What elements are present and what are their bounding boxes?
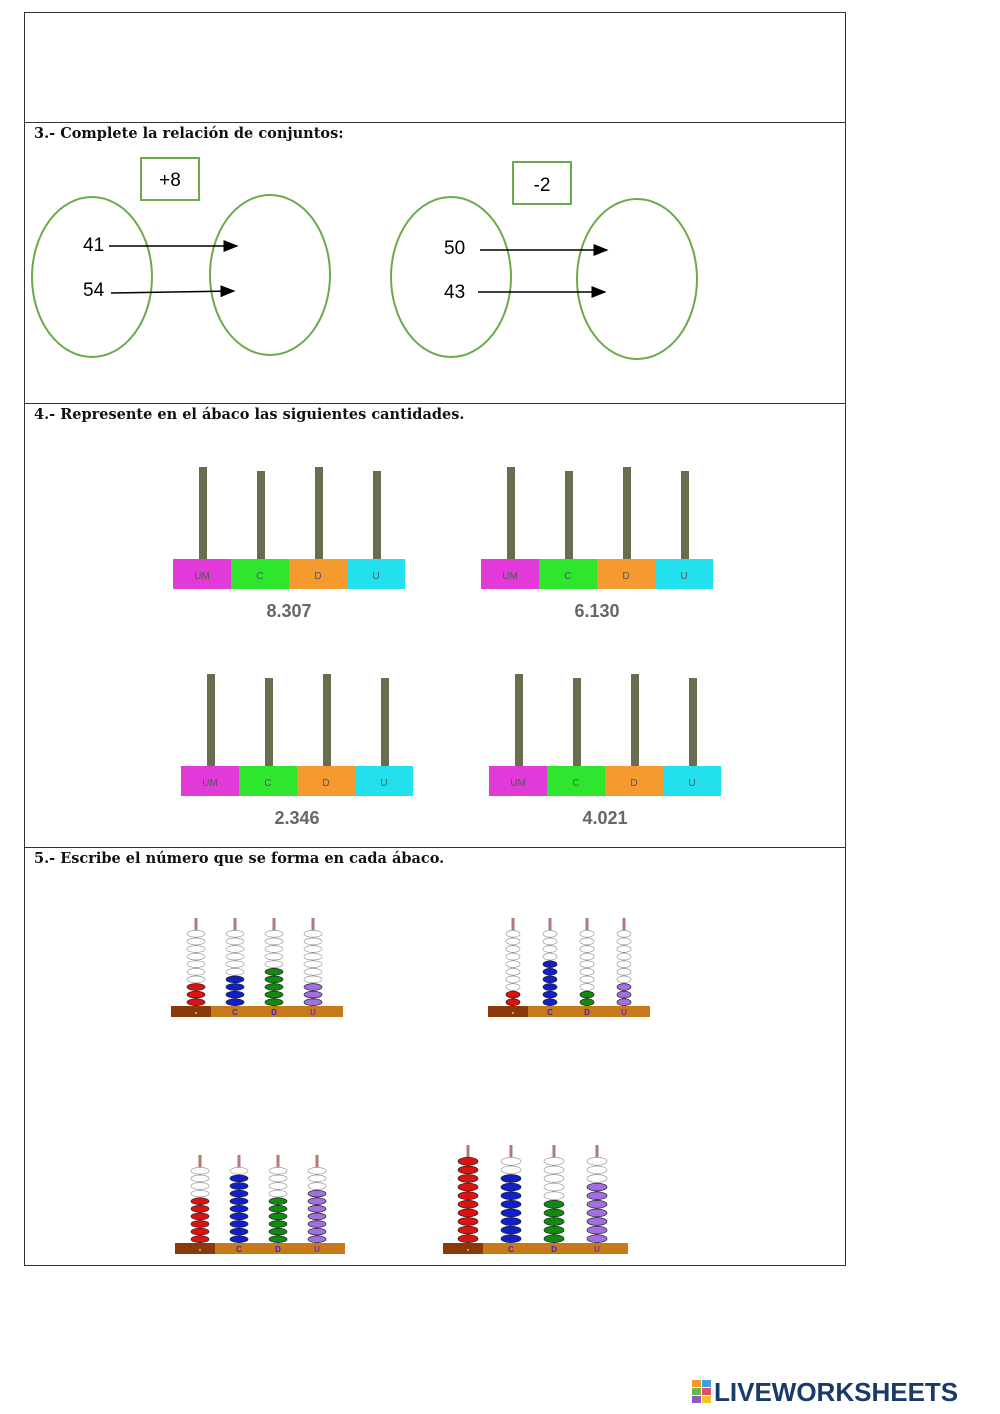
abacus-rod bbox=[323, 674, 331, 768]
empty-bead bbox=[501, 1157, 521, 1165]
bead bbox=[230, 1198, 248, 1205]
bead bbox=[191, 1198, 209, 1205]
empty-bead bbox=[543, 953, 557, 960]
target-number: 8.307 bbox=[266, 601, 312, 621]
empty-bead bbox=[580, 968, 594, 975]
question-3-section bbox=[25, 122, 845, 404]
bead bbox=[191, 1205, 209, 1212]
bead bbox=[617, 984, 631, 991]
bead bbox=[191, 1228, 209, 1235]
bead bbox=[580, 991, 594, 998]
empty-bead bbox=[269, 1183, 287, 1190]
bead bbox=[226, 991, 244, 998]
bead bbox=[544, 1235, 564, 1243]
operator-1: +8 bbox=[159, 170, 181, 191]
empty-bead bbox=[187, 930, 205, 937]
bead bbox=[501, 1226, 521, 1234]
empty-bead bbox=[506, 984, 520, 991]
place-value-label: U bbox=[594, 1245, 600, 1254]
bead bbox=[304, 991, 322, 998]
empty-bead bbox=[226, 938, 244, 945]
empty-bead bbox=[506, 938, 520, 945]
place-value-label: - bbox=[198, 1245, 202, 1254]
bead bbox=[458, 1200, 478, 1208]
bead bbox=[458, 1226, 478, 1234]
bead bbox=[226, 976, 244, 983]
empty-bead bbox=[506, 968, 520, 975]
bead bbox=[458, 1218, 478, 1226]
question-5-section bbox=[25, 847, 845, 1267]
bead bbox=[506, 999, 520, 1006]
bead bbox=[544, 1200, 564, 1208]
empty-bead bbox=[506, 930, 520, 937]
bead bbox=[230, 1236, 248, 1243]
bead bbox=[501, 1200, 521, 1208]
empty-bead bbox=[544, 1166, 564, 1174]
bead bbox=[230, 1183, 248, 1190]
empty-bead bbox=[304, 961, 322, 968]
bead bbox=[587, 1200, 607, 1208]
empty-bead bbox=[269, 1167, 287, 1174]
abacus-base-end bbox=[488, 1006, 528, 1017]
empty-bead bbox=[544, 1175, 564, 1183]
empty-bead bbox=[187, 938, 205, 945]
bead bbox=[230, 1221, 248, 1228]
bead bbox=[543, 976, 557, 983]
empty-bead bbox=[191, 1167, 209, 1174]
empty-bead bbox=[617, 938, 631, 945]
bead bbox=[308, 1205, 326, 1212]
bead bbox=[587, 1226, 607, 1234]
bead bbox=[587, 1183, 607, 1191]
place-value-label: C bbox=[236, 1245, 242, 1254]
liveworksheets-logo bbox=[690, 1374, 990, 1406]
empty-bead bbox=[506, 953, 520, 960]
bead bbox=[543, 961, 557, 968]
place-value-label: C bbox=[572, 778, 580, 789]
place-value-label: U bbox=[380, 778, 388, 789]
bead-abacus bbox=[488, 918, 650, 1017]
empty-bead bbox=[304, 938, 322, 945]
empty-bead bbox=[226, 953, 244, 960]
empty-bead bbox=[187, 953, 205, 960]
bead bbox=[269, 1205, 287, 1212]
target-number: 2.346 bbox=[274, 808, 320, 828]
blank-section bbox=[25, 13, 845, 123]
place-value-label: C bbox=[232, 1008, 238, 1017]
place-value-label: U bbox=[372, 571, 380, 582]
bead bbox=[187, 991, 205, 998]
bead bbox=[501, 1209, 521, 1217]
bead bbox=[543, 991, 557, 998]
bead bbox=[458, 1157, 478, 1165]
bead bbox=[191, 1221, 209, 1228]
bead bbox=[501, 1192, 521, 1200]
bead bbox=[544, 1209, 564, 1217]
bead bbox=[544, 1226, 564, 1234]
empty-bead bbox=[187, 976, 205, 983]
empty-bead bbox=[191, 1183, 209, 1190]
place-value-label: C bbox=[508, 1245, 514, 1254]
abacus-rod bbox=[623, 467, 631, 561]
set2-value-1: 50 bbox=[444, 238, 466, 259]
abacus-rod bbox=[207, 674, 215, 768]
bead bbox=[308, 1221, 326, 1228]
empty-bead bbox=[304, 930, 322, 937]
bead bbox=[304, 984, 322, 991]
empty-bead bbox=[191, 1175, 209, 1182]
bead bbox=[587, 1209, 607, 1217]
arrow bbox=[111, 291, 234, 293]
bead bbox=[544, 1218, 564, 1226]
empty-bead bbox=[543, 930, 557, 937]
bead-abacus bbox=[175, 1155, 345, 1254]
empty-bead bbox=[226, 946, 244, 953]
abacus-rod bbox=[315, 467, 323, 561]
abaci-to-fill bbox=[25, 404, 845, 844]
place-value-label: C bbox=[256, 571, 264, 582]
place-value-label: U bbox=[310, 1008, 316, 1017]
bead bbox=[265, 984, 283, 991]
bead bbox=[587, 1192, 607, 1200]
question-3-title: 3.- Complete la relación de conjuntos: bbox=[34, 125, 344, 142]
bead bbox=[501, 1175, 521, 1183]
place-value-label: D bbox=[314, 571, 322, 582]
empty-bead bbox=[587, 1175, 607, 1183]
empty-bead bbox=[580, 984, 594, 991]
logo-text: LIVEWORKSHEETS bbox=[714, 1377, 959, 1406]
abacus-rod bbox=[689, 678, 697, 768]
bead bbox=[308, 1228, 326, 1235]
empty-bead bbox=[506, 976, 520, 983]
empty-bead bbox=[580, 946, 594, 953]
empty-bead bbox=[304, 968, 322, 975]
bead-abacus bbox=[443, 1145, 628, 1254]
range-set-2 bbox=[577, 199, 697, 359]
empty-bead bbox=[506, 961, 520, 968]
empty-bead bbox=[187, 946, 205, 953]
place-value-label: U bbox=[314, 1245, 320, 1254]
place-value-label: - bbox=[511, 1008, 515, 1017]
bead bbox=[269, 1213, 287, 1220]
bead-abacus bbox=[171, 918, 343, 1017]
empty-bead bbox=[265, 938, 283, 945]
domain-set-2 bbox=[391, 197, 511, 357]
bead bbox=[501, 1218, 521, 1226]
empty-abacus bbox=[181, 674, 413, 828]
empty-bead bbox=[580, 976, 594, 983]
set-relations-diagram bbox=[25, 123, 845, 403]
bead bbox=[265, 991, 283, 998]
place-value-label: - bbox=[466, 1245, 470, 1254]
place-value-label: UM bbox=[194, 571, 210, 582]
bead bbox=[587, 1235, 607, 1243]
abacus-base-end bbox=[175, 1243, 215, 1254]
place-value-label: UM bbox=[510, 778, 526, 789]
bead bbox=[230, 1213, 248, 1220]
place-value-label: D bbox=[584, 1008, 590, 1017]
empty-abacus bbox=[489, 674, 721, 828]
empty-bead bbox=[269, 1175, 287, 1182]
empty-bead bbox=[587, 1166, 607, 1174]
place-value-label: D bbox=[630, 778, 638, 789]
place-value-label: U bbox=[688, 778, 696, 789]
bead bbox=[543, 968, 557, 975]
empty-abacus bbox=[481, 467, 713, 621]
worksheet bbox=[24, 12, 846, 1266]
bead bbox=[265, 968, 283, 975]
bead bbox=[543, 999, 557, 1006]
bead bbox=[308, 1236, 326, 1243]
place-value-label: U bbox=[680, 571, 688, 582]
bead bbox=[458, 1166, 478, 1174]
empty-bead bbox=[580, 930, 594, 937]
bead bbox=[458, 1192, 478, 1200]
empty-bead bbox=[544, 1192, 564, 1200]
bead bbox=[187, 984, 205, 991]
empty-bead bbox=[308, 1167, 326, 1174]
empty-bead bbox=[506, 946, 520, 953]
empty-bead bbox=[265, 946, 283, 953]
bead bbox=[304, 999, 322, 1006]
empty-bead bbox=[226, 961, 244, 968]
bead bbox=[226, 999, 244, 1006]
abacus-rod bbox=[265, 678, 273, 768]
bead bbox=[506, 991, 520, 998]
bead bbox=[458, 1235, 478, 1243]
empty-bead bbox=[265, 930, 283, 937]
bead bbox=[265, 999, 283, 1006]
abaci-to-read bbox=[25, 848, 845, 1266]
abacus-base-end bbox=[443, 1243, 483, 1254]
empty-bead bbox=[308, 1175, 326, 1182]
abacus-rod bbox=[515, 674, 523, 768]
empty-bead bbox=[544, 1183, 564, 1191]
bead bbox=[269, 1221, 287, 1228]
bead bbox=[230, 1190, 248, 1197]
empty-bead bbox=[226, 930, 244, 937]
bead bbox=[269, 1198, 287, 1205]
empty-bead bbox=[543, 946, 557, 953]
abacus-rod bbox=[373, 471, 381, 561]
place-value-label: C bbox=[547, 1008, 553, 1017]
set1-value-2: 54 bbox=[83, 280, 105, 301]
question-4-section bbox=[25, 403, 845, 848]
place-value-label: U bbox=[621, 1008, 627, 1017]
abacus-rod bbox=[507, 467, 515, 561]
set2-value-2: 43 bbox=[444, 282, 466, 303]
place-value-label: D bbox=[622, 571, 630, 582]
empty-bead bbox=[501, 1166, 521, 1174]
bead bbox=[230, 1205, 248, 1212]
bead bbox=[187, 999, 205, 1006]
operator-2: -2 bbox=[533, 175, 551, 196]
empty-bead bbox=[226, 968, 244, 975]
range-set-1 bbox=[210, 195, 330, 355]
target-number: 4.021 bbox=[582, 808, 628, 828]
place-value-label: C bbox=[264, 778, 272, 789]
bead bbox=[269, 1228, 287, 1235]
empty-bead bbox=[617, 946, 631, 953]
bead bbox=[501, 1235, 521, 1243]
empty-bead bbox=[617, 953, 631, 960]
bead bbox=[580, 999, 594, 1006]
bead bbox=[191, 1213, 209, 1220]
bead bbox=[308, 1213, 326, 1220]
bead bbox=[230, 1228, 248, 1235]
place-value-label: C bbox=[564, 571, 572, 582]
place-value-label: D bbox=[271, 1008, 277, 1017]
bead bbox=[308, 1198, 326, 1205]
bead bbox=[226, 984, 244, 991]
bead bbox=[501, 1183, 521, 1191]
abacus-base-end bbox=[171, 1006, 211, 1017]
abacus-rod bbox=[565, 471, 573, 561]
empty-bead bbox=[265, 953, 283, 960]
question-5-title: 5.- Escribe el número que se forma en cada ábaco. bbox=[34, 850, 445, 867]
question-4-title: 4.- Represente en el ábaco las siguientes cantidades. bbox=[34, 406, 465, 423]
target-number: 6.130 bbox=[574, 601, 620, 621]
bead bbox=[617, 991, 631, 998]
abacus-rod bbox=[681, 471, 689, 561]
empty-bead bbox=[617, 976, 631, 983]
empty-bead bbox=[580, 961, 594, 968]
bead bbox=[308, 1190, 326, 1197]
empty-bead bbox=[617, 961, 631, 968]
abacus-rod bbox=[631, 674, 639, 768]
bead bbox=[230, 1175, 248, 1182]
empty-bead bbox=[543, 938, 557, 945]
empty-bead bbox=[617, 930, 631, 937]
empty-bead bbox=[187, 961, 205, 968]
bead bbox=[458, 1183, 478, 1191]
empty-bead bbox=[580, 938, 594, 945]
empty-abacus bbox=[173, 467, 405, 621]
empty-bead bbox=[308, 1183, 326, 1190]
empty-bead bbox=[304, 976, 322, 983]
abacus-rod bbox=[199, 467, 207, 561]
empty-bead bbox=[269, 1190, 287, 1197]
bead bbox=[458, 1175, 478, 1183]
place-value-label: D bbox=[551, 1245, 557, 1254]
empty-bead bbox=[304, 946, 322, 953]
bead bbox=[617, 999, 631, 1006]
bead bbox=[543, 984, 557, 991]
place-value-label: UM bbox=[502, 571, 518, 582]
empty-bead bbox=[230, 1167, 248, 1174]
empty-bead bbox=[265, 961, 283, 968]
place-value-label: UM bbox=[202, 778, 218, 789]
bead bbox=[458, 1209, 478, 1217]
place-value-label: D bbox=[322, 778, 330, 789]
empty-bead bbox=[187, 968, 205, 975]
empty-bead bbox=[617, 968, 631, 975]
bead bbox=[587, 1218, 607, 1226]
empty-bead bbox=[587, 1157, 607, 1165]
abacus-rod bbox=[257, 471, 265, 561]
place-value-label: D bbox=[275, 1245, 281, 1254]
bead bbox=[191, 1236, 209, 1243]
domain-set-1 bbox=[32, 197, 152, 357]
set1-value-1: 41 bbox=[83, 235, 105, 256]
abacus-rod bbox=[573, 678, 581, 768]
place-value-label: - bbox=[194, 1008, 198, 1017]
bead bbox=[265, 976, 283, 983]
empty-bead bbox=[580, 953, 594, 960]
bead bbox=[269, 1236, 287, 1243]
empty-bead bbox=[191, 1190, 209, 1197]
abacus-rod bbox=[381, 678, 389, 768]
empty-bead bbox=[544, 1157, 564, 1165]
empty-bead bbox=[304, 953, 322, 960]
